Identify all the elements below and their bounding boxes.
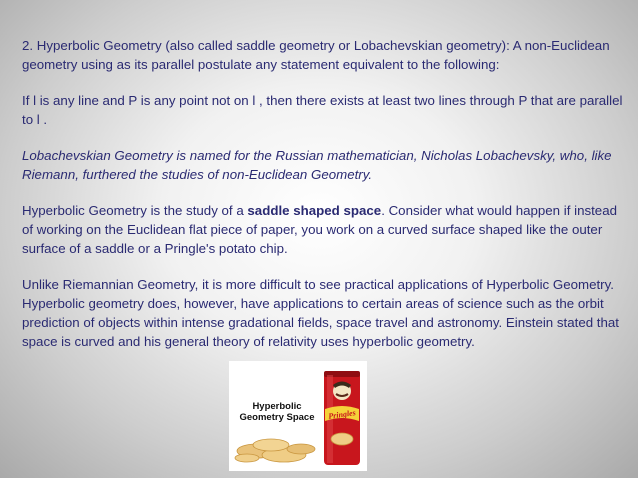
saddle-shaped-space-emphasis: saddle shaped space [247, 203, 382, 218]
paragraph-lobachevsky: Lobachevskian Geometry is named for the Russian mathematician, Nicholas Lobachevsky, who, like Riemann, furthered the studies of non-Euclidean Geometry. [22, 148, 612, 182]
paragraph-applications: Unlike Riemannian Geometry, it is more difficult to see practical applications of Hyperbolic Geometry. Hyperbolic geometry does, however, have applications to certain areas of science such as the orbit prediction of objects within intense gradational fields, space travel and astronomy. Einstein stated that space is curved and his general theory of relativity uses hyperbolic geometry. [22, 277, 619, 349]
figure-caption: Hyperbolic Geometry Space [239, 401, 315, 423]
can-brand-label: Pringles [327, 408, 357, 421]
paragraph-definition: 2. Hyperbolic Geometry (also called saddle geometry or Lobachevskian geometry): A non-Euclidean geometry using as its parallel postulate any statement equivalent to the following: [22, 38, 610, 72]
saddle-text-end: . Consider what would happen if instead of working on the Euclidean flat piece of paper, you work on a curved surface shaped like the outer surface of a saddle or a Pringle's potato chip. [22, 203, 617, 256]
pringles-figure [229, 361, 367, 471]
paragraph-saddle [22, 201, 628, 258]
chip-3 [253, 439, 289, 451]
saddle-text-start: Hyperbolic Geometry is the study of a [22, 203, 248, 218]
paragraph-postulate: If l is any line and P is any point not on l , then there exists at least two lines through P that are parallel to l . [22, 93, 623, 127]
slide-body [22, 36, 628, 368]
chip-5 [235, 454, 259, 462]
chip-4 [287, 444, 315, 454]
